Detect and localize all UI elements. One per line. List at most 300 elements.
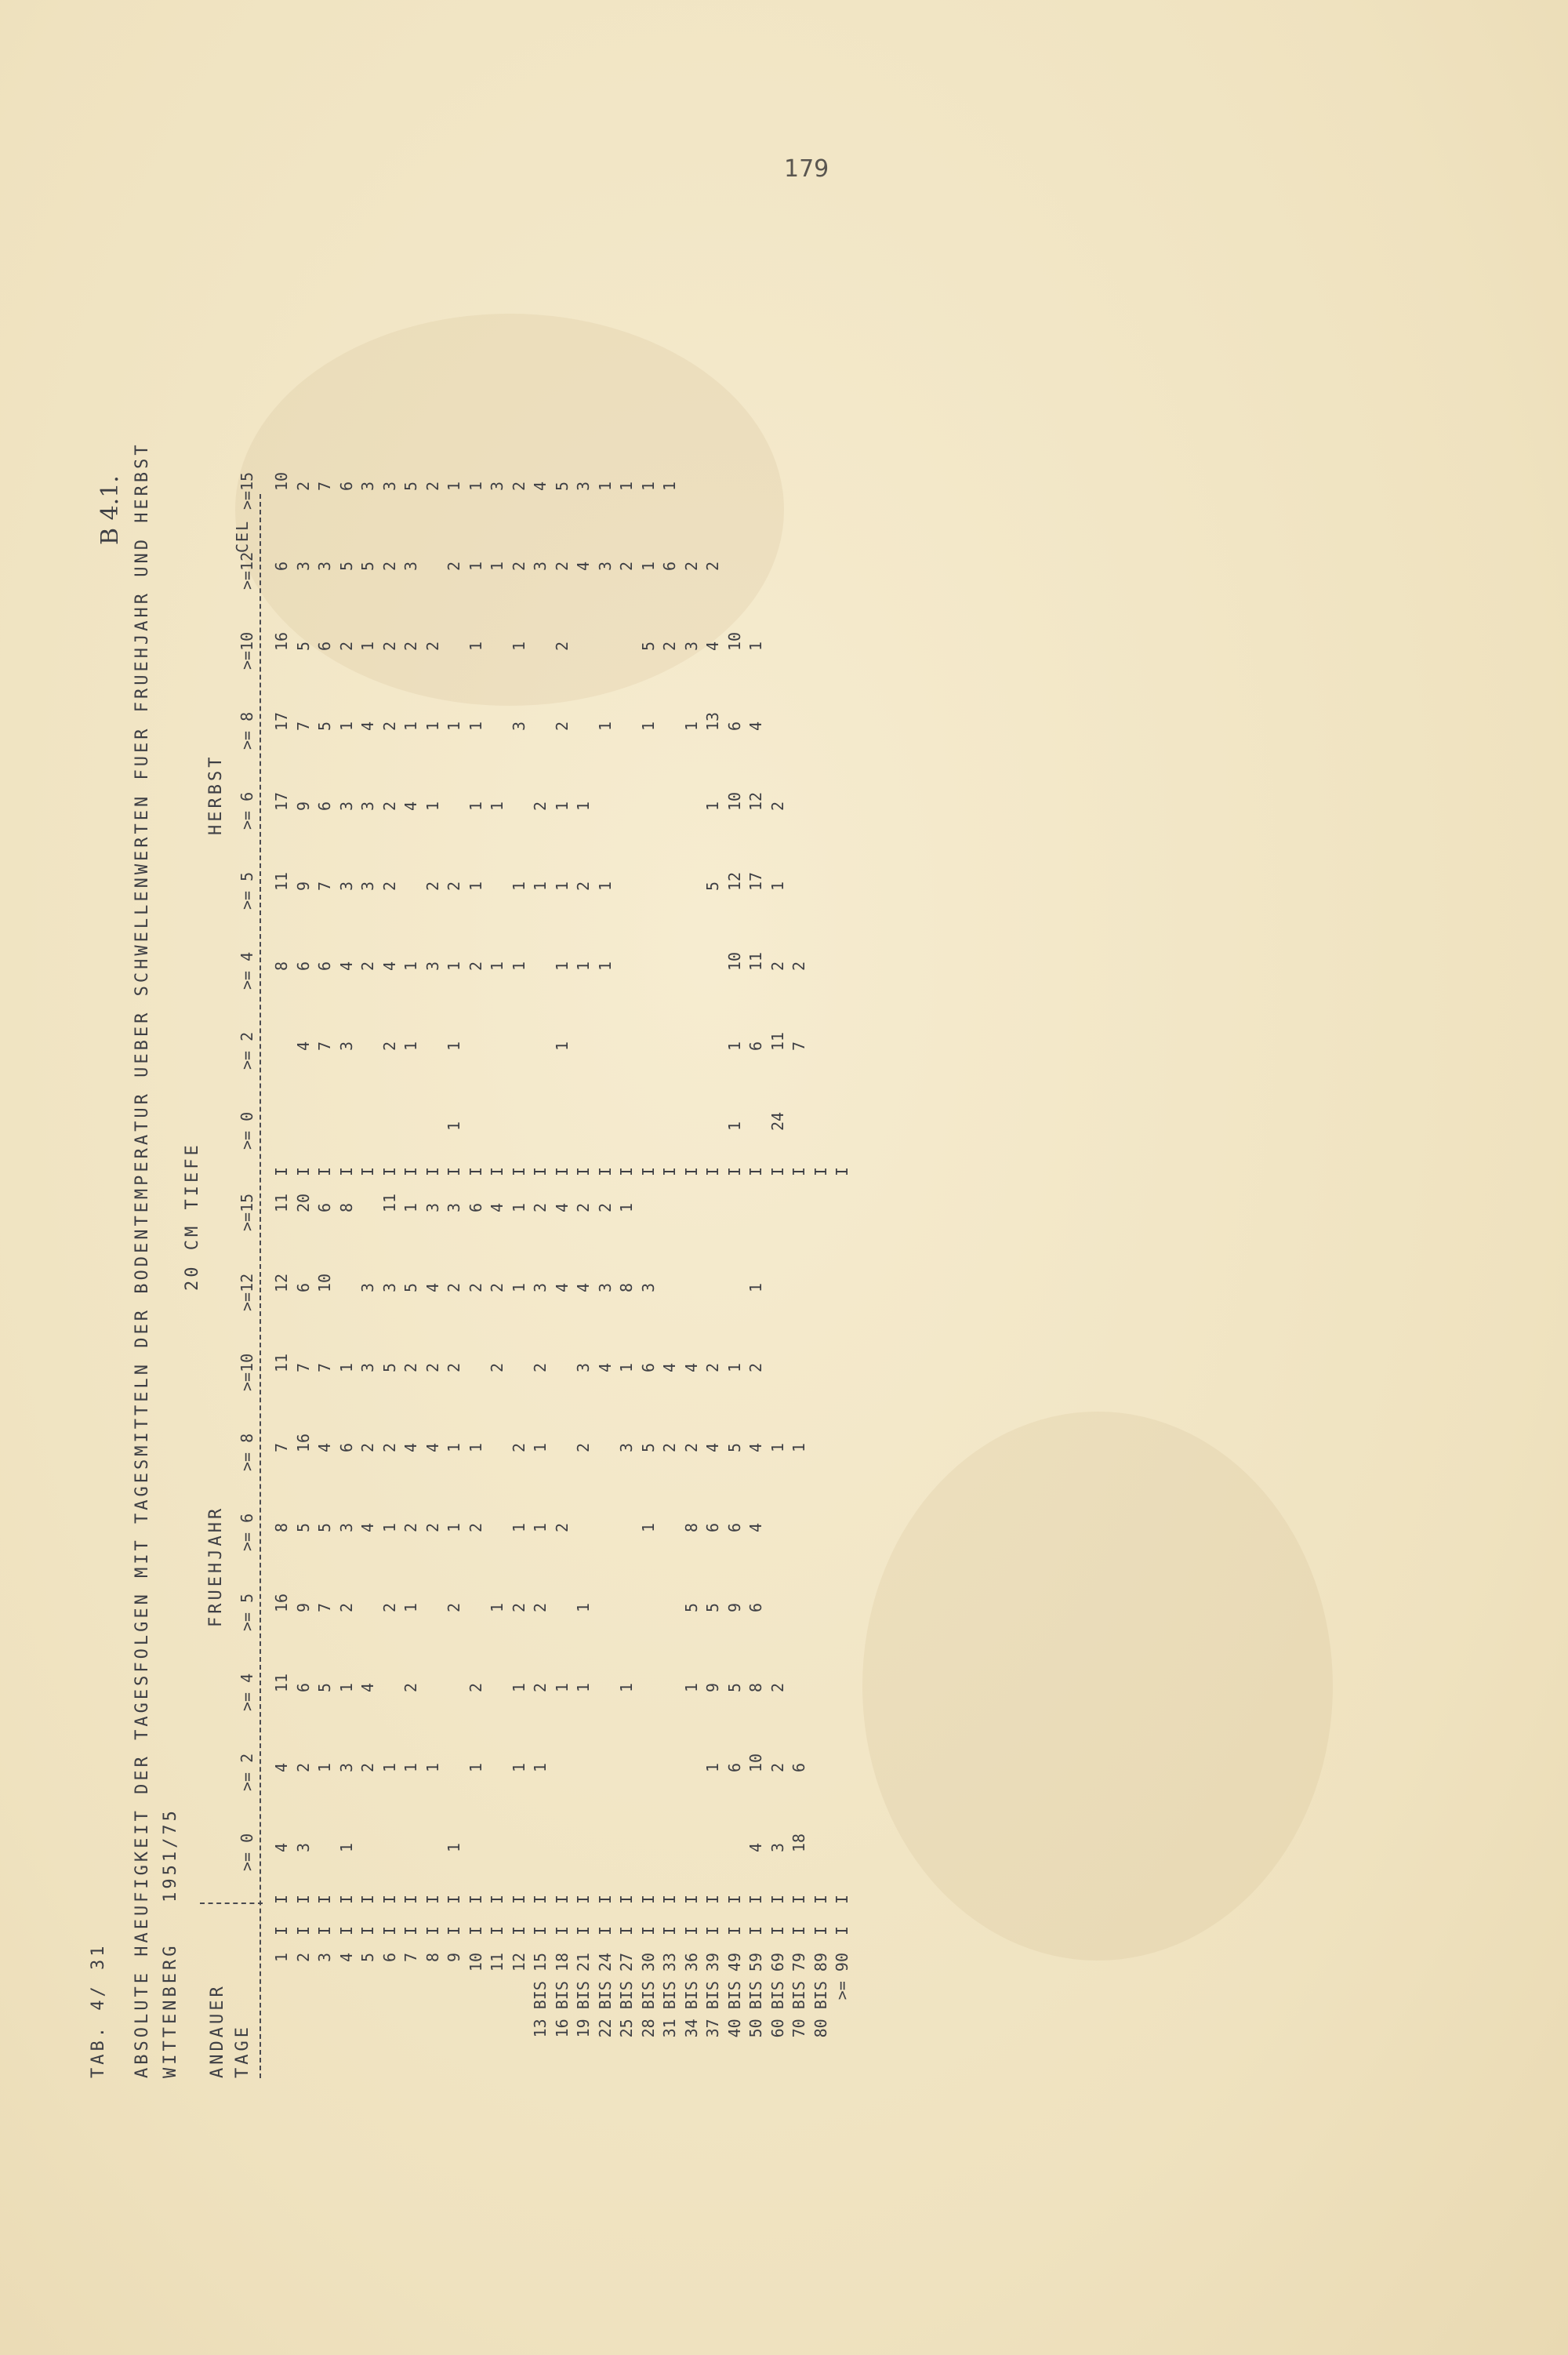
herbst-value: 7 (293, 721, 313, 731)
fruehjahr-value: 4 (272, 1842, 291, 1852)
herbst-value: 24 (768, 1111, 787, 1131)
herbst-value: 3 (358, 801, 377, 811)
fruehjahr-value: 2 (358, 1762, 377, 1772)
herbst-value: 1 (445, 481, 463, 491)
herbst-value: 2 (681, 561, 701, 571)
fruehjahr-value: 3 (379, 1282, 399, 1292)
fruehjahr-value: 4 (358, 1522, 377, 1532)
column-rule (200, 1903, 263, 1904)
fruehjahr-value: 1 (445, 1442, 463, 1452)
separator: I (768, 1166, 787, 1176)
fruehjahr-value: 20 (293, 1193, 313, 1212)
duration-label: 12 (509, 1953, 528, 1972)
fruehjahr-value: 4 (552, 1202, 572, 1212)
fruehjahr-value: 8 (746, 1682, 765, 1692)
separator: I (811, 1166, 830, 1176)
herbst-value: 2 (617, 561, 636, 571)
duration-label: 19 BIS 21 (574, 1953, 593, 2038)
fruehjahr-value: 3 (768, 1842, 787, 1852)
separator: I (488, 1894, 506, 1904)
separator: I (574, 1166, 593, 1176)
herbst-value: 2 (358, 961, 377, 971)
herbst-value: 7 (789, 1041, 808, 1051)
herbst-value: 5 (552, 481, 572, 491)
herbst-value: 4 (358, 721, 377, 731)
fruehjahr-value: 2 (379, 1602, 399, 1612)
fruehjahr-value: 4 (552, 1282, 572, 1292)
fruehjahr-value: 4 (488, 1202, 506, 1212)
herbst-value: 2 (789, 961, 808, 971)
duration-label: 13 BIS 15 (531, 1953, 550, 2038)
herbst-value: 1 (574, 801, 593, 811)
separator: I (401, 1166, 420, 1176)
herbst-value: 1 (445, 1121, 463, 1131)
herbst-value: 3 (293, 561, 313, 571)
fruehjahr-value: 6 (703, 1522, 722, 1532)
herbst-value: 1 (509, 881, 528, 891)
separator: I (703, 1166, 722, 1176)
fruehjahr-value: 1 (703, 1762, 722, 1772)
herbst-value: 6 (272, 561, 291, 571)
separator: I (272, 1166, 291, 1176)
herbst-value: 3 (488, 481, 506, 491)
fruehjahr-value: 2 (574, 1202, 593, 1212)
herbst-value: 10 (724, 791, 744, 811)
herbst-value: 1 (703, 801, 722, 811)
herbst-value: 4 (531, 481, 550, 491)
herbst-value: 3 (681, 641, 701, 651)
fruehjahr-value: 2 (552, 1522, 572, 1532)
separator: I (488, 1925, 506, 1935)
separator: I (574, 1925, 593, 1935)
separator: I (681, 1925, 701, 1935)
herbst-value: 12 (746, 791, 765, 811)
fruehjahr-value: 3 (336, 1522, 356, 1532)
fruehjahr-value: 4 (423, 1282, 442, 1292)
fruehjahr-value: 3 (336, 1762, 356, 1772)
fruehjahr-value: 2 (488, 1282, 506, 1292)
separator: I (617, 1925, 636, 1935)
herbst-value: 3 (574, 481, 593, 491)
herbst-value: 4 (746, 721, 765, 731)
fruehjahr-value: 1 (768, 1442, 787, 1452)
herbst-value: 6 (746, 1041, 765, 1051)
fruehjahr-value: 1 (509, 1522, 528, 1532)
fruehjahr-value: 2 (703, 1362, 722, 1372)
duration-label: >= 90 (833, 1953, 851, 2001)
separator: I (703, 1925, 722, 1935)
fruehjahr-value: 1 (574, 1682, 593, 1692)
duration-label: 3 (315, 1953, 334, 1963)
separator: I (358, 1925, 377, 1935)
herbst-value: 1 (595, 881, 615, 891)
header-rule (260, 494, 261, 2078)
herbst-value: 4 (401, 801, 420, 811)
herbst-value: 17 (272, 711, 291, 731)
herbst-value: 2 (552, 641, 572, 651)
herbst-value: 2 (423, 881, 442, 891)
fruehjahr-value: 6 (724, 1522, 744, 1532)
separator: I (811, 1925, 830, 1935)
herbst-value: 4 (293, 1041, 313, 1051)
herbst-value: 3 (358, 481, 377, 491)
herbst-value: 2 (401, 641, 420, 651)
herbst-value: 2 (552, 561, 572, 571)
duration-label: 28 BIS 30 (638, 1953, 658, 2038)
separator: I (660, 1166, 679, 1176)
rotated-table-block (82, 306, 929, 2078)
fruehjahr-value: 3 (595, 1282, 615, 1292)
herbst-threshold: >= 0 (238, 1111, 256, 1150)
fruehjahr-value: 2 (445, 1362, 463, 1372)
duration-label: 70 BIS 79 (789, 1953, 808, 2038)
herbst-value: 3 (336, 801, 356, 811)
herbst-value: 1 (336, 721, 356, 731)
fruehjahr-value: 6 (336, 1442, 356, 1452)
herbst-value: 6 (315, 801, 334, 811)
herbst-value: 10 (724, 631, 744, 651)
fruehjahr-value: 2 (509, 1602, 528, 1612)
herbst-value: 11 (768, 1031, 787, 1051)
fruehjahr-value: 9 (703, 1682, 722, 1692)
fruehjahr-value: 2 (466, 1682, 485, 1692)
page-number: 179 (784, 155, 829, 183)
separator: I (401, 1925, 420, 1935)
fruehjahr-value: 8 (272, 1522, 291, 1532)
separator: I (617, 1894, 636, 1904)
fruehjahr-value: 4 (315, 1442, 334, 1452)
herbst-value: 1 (552, 801, 572, 811)
separator: I (638, 1894, 658, 1904)
separator: I (379, 1894, 399, 1904)
fruehjahr-value: 4 (746, 1442, 765, 1452)
separator: I (293, 1894, 313, 1904)
duration-label: 80 BIS 89 (811, 1953, 830, 2038)
separator: I (488, 1166, 506, 1176)
fruehjahr-value: 5 (293, 1522, 313, 1532)
fruehjahr-value: 1 (336, 1682, 356, 1692)
herbst-value: 1 (466, 641, 485, 651)
fruehjahr-value: 1 (488, 1602, 506, 1612)
herbst-value: 11 (746, 951, 765, 971)
unit-label: CEL (233, 519, 252, 553)
herbst-value: 2 (509, 481, 528, 491)
fruehjahr-value: 12 (272, 1273, 291, 1292)
separator: I (833, 1166, 851, 1176)
fruehjahr-value: 2 (466, 1522, 485, 1532)
separator: I (509, 1166, 528, 1176)
herbst-value: 2 (293, 481, 313, 491)
fruehjahr-value: 1 (315, 1762, 334, 1772)
herbst-value: 1 (466, 721, 485, 731)
herbst-value: 1 (509, 641, 528, 651)
duration-label: 34 BIS 36 (681, 1953, 701, 2038)
fruehjahr-value: 5 (724, 1442, 744, 1452)
duration-label: 16 BIS 18 (552, 1953, 572, 2038)
fruehjahr-value: 9 (724, 1602, 744, 1612)
fruehjahr-value: 7 (315, 1362, 334, 1372)
fruehjahr-value: 2 (746, 1362, 765, 1372)
fruehjahr-value: 5 (703, 1602, 722, 1612)
fruehjahr-value: 10 (746, 1753, 765, 1772)
fruehjahr-value: 4 (681, 1362, 701, 1372)
separator: I (531, 1925, 550, 1935)
herbst-value: 1 (681, 721, 701, 731)
fruehjahr-value: 4 (401, 1442, 420, 1452)
separator: I (638, 1166, 658, 1176)
fruehjahr-value: 2 (423, 1522, 442, 1532)
separator: I (681, 1166, 701, 1176)
duration-label: 25 BIS 27 (617, 1953, 636, 2038)
separator: I (401, 1894, 420, 1904)
herbst-value: 4 (336, 961, 356, 971)
separator: I (445, 1166, 463, 1176)
herbst-value: 2 (423, 641, 442, 651)
fruehjahr-value: 3 (574, 1362, 593, 1372)
fruehjahr-value: 1 (509, 1762, 528, 1772)
fruehjahr-value: 1 (531, 1522, 550, 1532)
fruehjahr-value: 11 (272, 1353, 291, 1372)
duration-label: 9 (445, 1953, 463, 1963)
herbst-value: 1 (488, 561, 506, 571)
separator: I (660, 1925, 679, 1935)
herbst-value: 2 (379, 641, 399, 651)
fruehjahr-value: 6 (466, 1202, 485, 1212)
herbst-value: 1 (638, 481, 658, 491)
fruehjahr-value: 1 (617, 1362, 636, 1372)
fruehjahr-value: 1 (401, 1762, 420, 1772)
separator: I (336, 1894, 356, 1904)
separator: I (315, 1925, 334, 1935)
separator: I (552, 1166, 572, 1176)
herbst-value: 7 (315, 1041, 334, 1051)
herbst-value: 1 (358, 641, 377, 651)
fruehjahr-value: 18 (789, 1833, 808, 1852)
herbst-value: 1 (574, 961, 593, 971)
herbst-value: 2 (379, 1041, 399, 1051)
separator: I (746, 1925, 765, 1935)
fruehjahr-value: 9 (293, 1602, 313, 1612)
separator: I (660, 1894, 679, 1904)
fruehjahr-value: 3 (531, 1282, 550, 1292)
separator: I (336, 1166, 356, 1176)
fruehjahr-value: 1 (336, 1362, 356, 1372)
herbst-value: 3 (423, 961, 442, 971)
separator: I (746, 1166, 765, 1176)
fruehjahr-threshold: >=10 (238, 1353, 256, 1391)
fruehjahr-value: 1 (379, 1522, 399, 1532)
separator: I (531, 1894, 550, 1904)
fruehjahr-value: 8 (617, 1282, 636, 1292)
fruehjahr-value: 4 (358, 1682, 377, 1692)
separator: I (445, 1925, 463, 1935)
fruehjahr-value: 6 (746, 1602, 765, 1612)
fruehjahr-value: 2 (379, 1442, 399, 1452)
fruehjahr-value: 3 (638, 1282, 658, 1292)
fruehjahr-label: FRUEHJAHR (206, 1505, 226, 1627)
fruehjahr-value: 3 (423, 1202, 442, 1212)
herbst-value: 1 (660, 481, 679, 491)
separator: I (379, 1925, 399, 1935)
fruehjahr-value: 5 (315, 1522, 334, 1532)
fruehjahr-value: 2 (574, 1442, 593, 1452)
fruehjahr-value: 1 (552, 1682, 572, 1692)
fruehjahr-value: 3 (617, 1442, 636, 1452)
herbst-value: 1 (423, 801, 442, 811)
herbst-value: 2 (423, 481, 442, 491)
fruehjahr-value: 1 (789, 1442, 808, 1452)
fruehjahr-value: 5 (401, 1282, 420, 1292)
separator: I (358, 1166, 377, 1176)
separator: I (703, 1894, 722, 1904)
herbst-value: 2 (445, 561, 463, 571)
herbst-value: 5 (336, 561, 356, 571)
herbst-value: 11 (272, 871, 291, 891)
fruehjahr-value: 6 (789, 1762, 808, 1772)
herbst-value: 3 (595, 561, 615, 571)
separator: I (552, 1925, 572, 1935)
herbst-value: 13 (703, 711, 722, 731)
fruehjahr-value: 2 (401, 1362, 420, 1372)
duration-label: 7 (401, 1953, 420, 1963)
herbst-value: 5 (703, 881, 722, 891)
separator: I (466, 1166, 485, 1176)
fruehjahr-value: 4 (595, 1362, 615, 1372)
fruehjahr-value: 2 (293, 1762, 313, 1772)
separator: I (746, 1894, 765, 1904)
fruehjahr-value: 4 (660, 1362, 679, 1372)
fruehjahr-value: 11 (272, 1673, 291, 1692)
herbst-value: 1 (466, 561, 485, 571)
fruehjahr-value: 8 (336, 1202, 356, 1212)
herbst-value: 5 (293, 641, 313, 651)
herbst-value: 2 (379, 881, 399, 891)
herbst-value: 3 (315, 561, 334, 571)
herbst-value: 1 (552, 961, 572, 971)
duration-label: 6 (379, 1953, 399, 1963)
herbst-value: 9 (293, 881, 313, 891)
herbst-value: 1 (445, 721, 463, 731)
fruehjahr-value: 2 (660, 1442, 679, 1452)
herbst-value: 1 (724, 1041, 744, 1051)
duration-label: 40 BIS 49 (724, 1953, 744, 2038)
separator: I (638, 1925, 658, 1935)
herbst-value: 6 (336, 481, 356, 491)
herbst-value: 9 (293, 801, 313, 811)
herbst-value: 1 (531, 881, 550, 891)
separator: I (552, 1894, 572, 1904)
herbst-value: 1 (466, 801, 485, 811)
fruehjahr-value: 7 (272, 1442, 291, 1452)
duration-label: 4 (336, 1953, 356, 1963)
duration-label: 22 BIS 24 (595, 1953, 615, 2038)
herbst-value: 2 (336, 641, 356, 651)
depth-label: 20 CM TIEFE (183, 1142, 202, 1291)
fruehjahr-value: 1 (401, 1602, 420, 1612)
herbst-value: 1 (466, 881, 485, 891)
herbst-value: 3 (509, 721, 528, 731)
fruehjahr-threshold: >= 6 (238, 1513, 256, 1551)
fruehjahr-value: 6 (293, 1682, 313, 1692)
fruehjahr-value: 2 (531, 1602, 550, 1612)
duration-label: 2 (293, 1953, 313, 1963)
fruehjahr-value: 7 (315, 1602, 334, 1612)
fruehjahr-value: 4 (746, 1842, 765, 1852)
fruehjahr-value: 2 (768, 1682, 787, 1692)
herbst-value: 5 (638, 641, 658, 651)
herbst-value: 6 (293, 961, 313, 971)
fruehjahr-value: 2 (466, 1282, 485, 1292)
duration-label: 31 BIS 33 (660, 1953, 679, 2038)
fruehjahr-threshold: >= 4 (238, 1673, 256, 1711)
fruehjahr-value: 6 (724, 1762, 744, 1772)
herbst-value: 1 (401, 961, 420, 971)
separator: I (315, 1166, 334, 1176)
herbst-threshold: >= 6 (238, 791, 256, 830)
andauer-label: ANDAUER (208, 1983, 227, 2078)
fruehjahr-value: 1 (531, 1442, 550, 1452)
fruehjahr-value: 11 (272, 1193, 291, 1212)
fruehjahr-value: 1 (681, 1682, 701, 1692)
herbst-value: 1 (724, 1121, 744, 1131)
herbst-value: 4 (379, 961, 399, 971)
herbst-value: 5 (401, 481, 420, 491)
fruehjahr-value: 1 (724, 1362, 744, 1372)
herbst-value: 1 (466, 481, 485, 491)
fruehjahr-value: 2 (531, 1682, 550, 1692)
separator: I (724, 1166, 744, 1176)
herbst-value: 10 (724, 951, 744, 971)
fruehjahr-value: 2 (531, 1362, 550, 1372)
fruehjahr-value: 1 (746, 1282, 765, 1292)
table-title: ABSOLUTE HAEUFIGKEIT DER TAGESFOLGEN MIT TAGESMITTELN DER BODENTEMPERATUR UEBER SCHWELLENWERTEN FUER FRUEHJAHR UND HERBST (132, 442, 152, 2078)
fruehjahr-value: 4 (703, 1442, 722, 1452)
separator: I (509, 1894, 528, 1904)
herbst-threshold: >= 2 (238, 1031, 256, 1070)
fruehjahr-value: 6 (638, 1362, 658, 1372)
herbst-value: 3 (401, 561, 420, 571)
duration-label: 1 (272, 1953, 291, 1963)
separator: I (358, 1894, 377, 1904)
separator: I (789, 1166, 808, 1176)
herbst-value: 2 (379, 801, 399, 811)
herbst-threshold: >=10 (238, 631, 256, 670)
herbst-value: 3 (379, 481, 399, 491)
herbst-value: 2 (531, 801, 550, 811)
separator: I (768, 1894, 787, 1904)
herbst-value: 3 (336, 1041, 356, 1051)
herbst-value: 1 (552, 881, 572, 891)
separator: I (724, 1894, 744, 1904)
herbst-value: 1 (746, 641, 765, 651)
fruehjahr-value: 2 (509, 1442, 528, 1452)
herbst-value: 3 (336, 881, 356, 891)
separator: I (423, 1166, 442, 1176)
herbst-value: 1 (445, 1041, 463, 1051)
herbst-value: 1 (488, 961, 506, 971)
table-id: TAB. 4/ 31 (89, 1943, 108, 2078)
duration-label: 10 (466, 1953, 485, 1972)
herbst-value: 3 (531, 561, 550, 571)
fruehjahr-value: 2 (401, 1682, 420, 1692)
herbst-value: 6 (315, 961, 334, 971)
fruehjahr-threshold: >= 8 (238, 1433, 256, 1471)
duration-label: 37 BIS 39 (703, 1953, 722, 2038)
duration-label: 5 (358, 1953, 377, 1963)
fruehjahr-value: 1 (509, 1682, 528, 1692)
herbst-value: 1 (595, 481, 615, 491)
separator: I (595, 1166, 615, 1176)
